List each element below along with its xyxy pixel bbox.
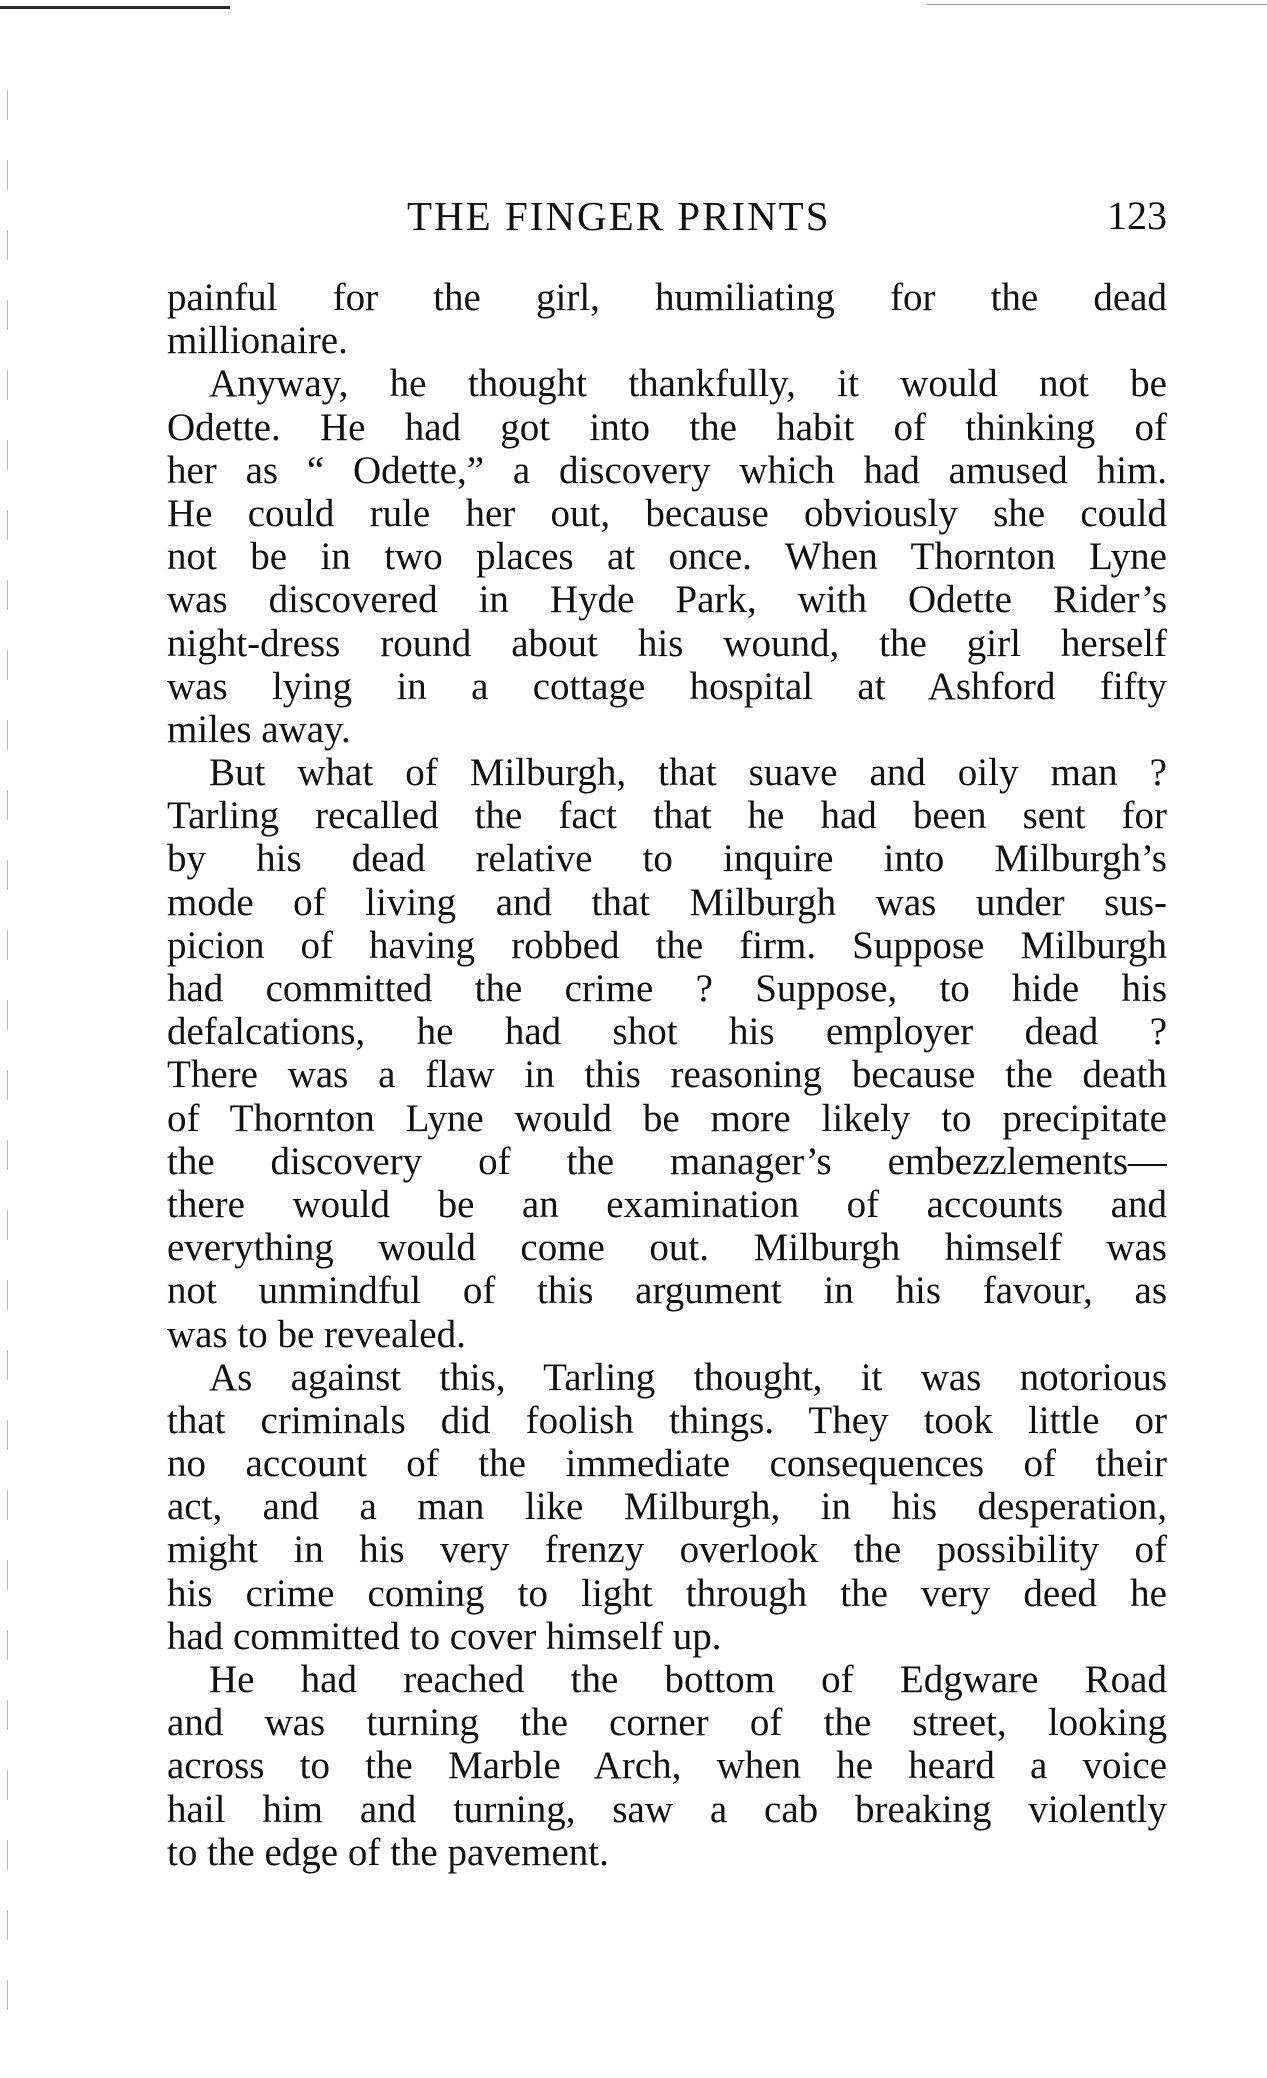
scan-edge-mark-right	[927, 4, 1267, 5]
text-line: no account of the immediate consequences of their	[167, 1442, 1167, 1486]
text-line: painful for the girl, humiliating for the dead	[167, 276, 1167, 319]
page-number: 123	[1107, 193, 1167, 238]
text-line: mode of living and that Milburgh was under sus-	[167, 880, 1167, 924]
text-line: of Thornton Lyne would be more likely to precipitate	[167, 1096, 1167, 1140]
text-line: act, and a man like Milburgh, in his desperation,	[167, 1485, 1167, 1529]
text-line: the discovery of the manager’s embezzlements—	[167, 1139, 1167, 1183]
text-line: there would be an examination of accounts and	[167, 1182, 1167, 1226]
text-line: was lying in a cottage hospital at Ashford fifty	[167, 664, 1167, 708]
text-line: his crime coming to light through the very deed he	[167, 1571, 1167, 1615]
text-line: night-dress round about his wound, the girl herself	[167, 621, 1167, 665]
text-line: by his dead relative to inquire into Milburgh’s	[167, 837, 1167, 881]
text-line: across to the Marble Arch, when he heard a voice	[167, 1744, 1167, 1788]
text-line: hail him and turning, saw a cab breaking violently	[167, 1787, 1167, 1831]
text-line: not unmindful of this argument in his favour, as	[167, 1269, 1167, 1313]
running-title: THE FINGER PRINTS	[407, 193, 831, 239]
text-line: to the edge of the pavement.	[167, 1830, 609, 1874]
text-line: was discovered in Hyde Park, with Odette Rider’s	[167, 578, 1167, 622]
text-line: millionaire.	[167, 319, 348, 363]
text-line: Odette. He had got into the habit of thinking of	[167, 405, 1167, 449]
body-text	[167, 276, 1167, 1874]
text-line: There was a flaw in this reasoning because the death	[167, 1053, 1167, 1097]
text-line: As against this, Tarling thought, it was notorious	[209, 1355, 1167, 1399]
text-line: might in his very frenzy overlook the possibility of	[167, 1528, 1167, 1572]
text-line: He could rule her out, because obviously she could	[167, 491, 1167, 535]
text-line: Anyway, he thought thankfully, it would not be	[209, 362, 1167, 406]
text-line: Tarling recalled the fact that he had been sent for	[167, 794, 1167, 838]
text-line: defalcations, he had shot his employer dead ?	[167, 1010, 1167, 1054]
text-line: was to be revealed.	[167, 1312, 466, 1356]
text-line: had committed to cover himself up.	[167, 1614, 722, 1658]
scan-gutter-edge	[7, 90, 8, 2050]
text-line: He had reached the bottom of Edgware Road	[209, 1658, 1167, 1701]
text-line: miles away.	[167, 707, 351, 751]
text-line: But what of Milburgh, that suave and oily man ?	[209, 751, 1167, 795]
text-line: everything would come out. Milburgh himself was	[167, 1226, 1167, 1270]
running-head	[167, 188, 1167, 244]
text-line: that criminals did foolish things. They took little or	[167, 1398, 1167, 1442]
text-line: not be in two places at once. When Thornton Lyne	[167, 535, 1167, 579]
text-line: and was turning the corner of the street, looking	[167, 1701, 1167, 1745]
text-line: her as “ Odette,” a discovery which had amused him.	[167, 448, 1167, 492]
text-line: had committed the crime ? Suppose, to hide his	[167, 967, 1167, 1010]
text-line: picion of having robbed the firm. Suppose Milburgh	[167, 923, 1167, 967]
scan-edge-mark	[0, 6, 230, 9]
